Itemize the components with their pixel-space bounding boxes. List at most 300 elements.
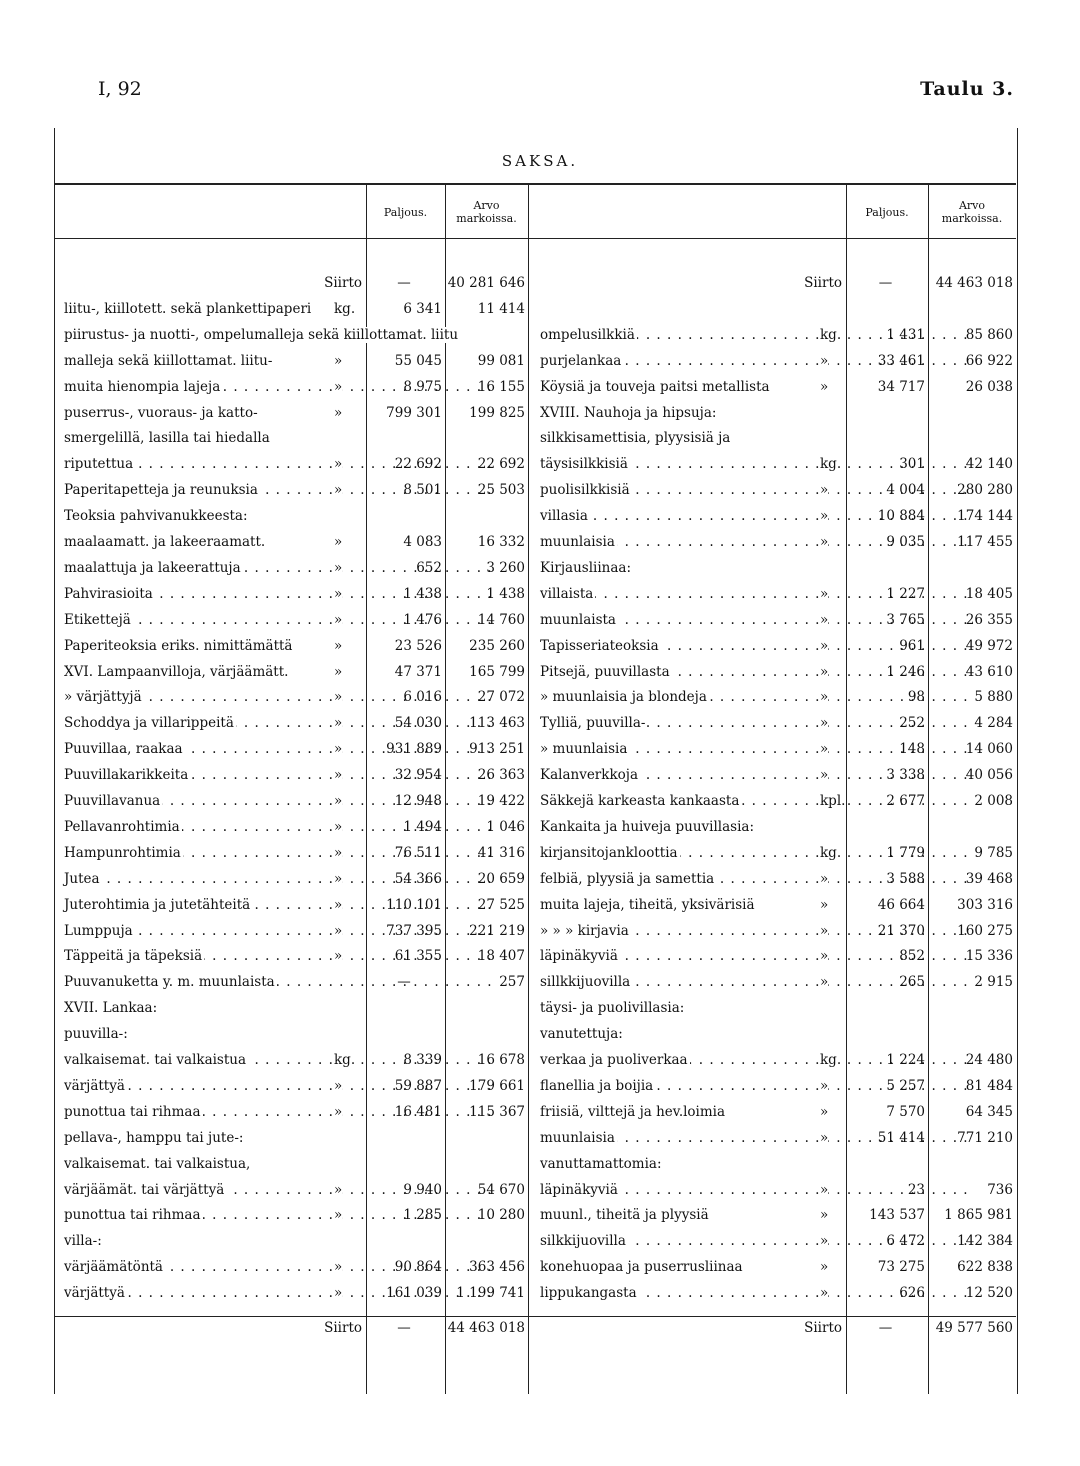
row-label bbox=[540, 451, 818, 477]
row-unit: » bbox=[820, 1073, 828, 1099]
row-label-text: Kirjausliinaa: bbox=[540, 559, 632, 576]
left-value-header bbox=[445, 199, 528, 225]
table-row bbox=[0, 607, 1024, 633]
row-unit: » bbox=[820, 943, 828, 969]
row-unit: » bbox=[334, 607, 342, 633]
row-label-text: Pitsejä, puuvillasta bbox=[540, 663, 670, 680]
row-label bbox=[540, 374, 818, 400]
row-unit: kg. bbox=[820, 451, 841, 477]
row-unit: » bbox=[820, 736, 828, 762]
row-label bbox=[540, 1151, 852, 1177]
row-label-text: lippukangasta bbox=[540, 1285, 637, 1302]
row-quantity: 143 537 bbox=[869, 1207, 925, 1224]
row-value: 113 463 bbox=[469, 715, 525, 732]
row-label-text: värjättyä bbox=[64, 1077, 125, 1094]
row-unit: » bbox=[820, 607, 828, 633]
value-header-line2: markoissa. bbox=[456, 212, 517, 225]
row-value: 221 219 bbox=[469, 922, 525, 939]
row-label-text: verkaa ja puoliverkaa bbox=[540, 1052, 688, 1068]
row-quantity: 961 bbox=[899, 637, 925, 654]
row-value: 303 316 bbox=[957, 896, 1013, 913]
row-unit: kg. bbox=[334, 1047, 355, 1073]
row-label bbox=[540, 633, 818, 659]
row-label bbox=[540, 1073, 818, 1099]
row-label-text: punottua tai rihmaa bbox=[64, 1103, 201, 1120]
row-value: 115 367 bbox=[469, 1103, 525, 1120]
row-label bbox=[540, 1099, 818, 1125]
row-unit: » bbox=[820, 1125, 828, 1151]
row-quantity: 61 355 bbox=[394, 948, 442, 965]
row-unit: » bbox=[820, 503, 828, 529]
row-quantity: 73 275 bbox=[877, 1259, 925, 1276]
row-label-text: Puuvillavanua bbox=[64, 793, 161, 809]
row-value: 1 046 bbox=[486, 818, 525, 835]
row-label bbox=[540, 1021, 852, 1047]
row-unit: kpl. bbox=[820, 788, 845, 814]
row-unit: » bbox=[334, 788, 342, 814]
row-value: 363 456 bbox=[469, 1259, 525, 1276]
table-row bbox=[0, 1228, 1024, 1254]
header-rule-bottom bbox=[54, 238, 1016, 239]
row-quantity: 54 030 bbox=[394, 715, 442, 732]
row-value: 3 260 bbox=[486, 559, 525, 576]
row-label bbox=[540, 1280, 818, 1306]
row-label-text: läpinäkyviä bbox=[540, 1181, 618, 1198]
row-label bbox=[540, 1228, 818, 1254]
row-value: 16 155 bbox=[477, 378, 525, 395]
row-quantity: — bbox=[397, 275, 411, 291]
row-quantity: 16 481 bbox=[394, 1103, 442, 1120]
row-unit: » bbox=[820, 477, 828, 503]
row-value: 622 838 bbox=[957, 1259, 1013, 1276]
row-label-text: valkaisemat. tai valkaistua bbox=[64, 1052, 247, 1068]
row-label-text: värjättyä bbox=[64, 1285, 125, 1302]
row-quantity: 737 395 bbox=[386, 922, 442, 939]
row-unit: » bbox=[334, 1280, 342, 1306]
row-quantity: 161 039 bbox=[386, 1285, 442, 1302]
row-unit: » bbox=[334, 840, 342, 866]
row-quantity: 32 954 bbox=[394, 767, 442, 784]
row-value: 736 bbox=[987, 1181, 1013, 1198]
row-value: 1 865 981 bbox=[944, 1207, 1013, 1224]
row-label bbox=[540, 322, 818, 348]
row-label bbox=[540, 710, 818, 736]
row-label-text: felbiä, plyysiä ja samettia bbox=[540, 870, 715, 887]
row-label-text: » muunlaisia bbox=[540, 741, 628, 758]
row-quantity: 34 717 bbox=[877, 378, 925, 395]
row-value: 99 081 bbox=[477, 352, 525, 369]
carry-row bbox=[0, 270, 1024, 296]
row-quantity: 3 765 bbox=[886, 611, 925, 628]
row-label-text: silkkisamettisia, plyysisiä ja bbox=[540, 430, 731, 447]
right-value-header bbox=[928, 199, 1016, 225]
row-label-text: » » » kirjavia bbox=[540, 922, 629, 939]
row-label-text: Juterohtimia ja jutetähteitä bbox=[64, 896, 251, 913]
row-quantity: 9 940 bbox=[403, 1181, 442, 1198]
row-value: 5 880 bbox=[974, 689, 1013, 706]
row-label-text: maalattuja ja lakeerattuja bbox=[64, 559, 241, 576]
row-label-text: flanellia ja boijia bbox=[540, 1077, 654, 1094]
row-label-text: liitu-, kiillotett. sekä plankettipaperi bbox=[64, 300, 312, 317]
row-unit: » bbox=[334, 348, 342, 374]
row-value: 54 670 bbox=[477, 1181, 525, 1198]
row-value: 26 355 bbox=[965, 611, 1013, 628]
row-unit: kg. bbox=[334, 296, 355, 322]
row-label-text: vanutettuja: bbox=[540, 1026, 623, 1043]
row-unit: » bbox=[820, 633, 828, 659]
row-label bbox=[540, 1254, 818, 1280]
row-value: 25 503 bbox=[477, 482, 525, 499]
row-quantity: — bbox=[878, 275, 893, 291]
row-quantity: 46 664 bbox=[877, 896, 925, 913]
row-unit: » bbox=[334, 918, 342, 944]
row-quantity: 10 884 bbox=[877, 508, 925, 525]
row-label bbox=[540, 840, 818, 866]
row-value: 85 860 bbox=[965, 326, 1013, 343]
row-label-text: muunl., tiheitä ja plyysiä bbox=[540, 1207, 709, 1224]
row-label-text: riputettua bbox=[64, 456, 134, 473]
row-label bbox=[540, 529, 818, 555]
row-unit: » bbox=[820, 710, 828, 736]
row-value: 81 484 bbox=[965, 1077, 1013, 1094]
row-unit: » bbox=[334, 762, 342, 788]
row-label-text: puuvilla-: bbox=[64, 1026, 128, 1043]
row-unit: » bbox=[334, 555, 342, 581]
row-label-text: smergelillä, lasilla tai hiedalla bbox=[64, 430, 270, 447]
row-value: 179 661 bbox=[469, 1077, 525, 1094]
row-label bbox=[540, 684, 818, 710]
row-label-text: Kankaita ja huiveja puuvillasia: bbox=[540, 818, 755, 835]
row-value: 66 922 bbox=[965, 352, 1013, 369]
row-label-text: XVIII. Nauhoja ja hipsuja: bbox=[540, 404, 717, 421]
row-quantity: 5 257 bbox=[886, 1077, 925, 1094]
row-unit: » bbox=[334, 1073, 342, 1099]
row-value: 20 659 bbox=[477, 870, 525, 887]
row-quantity: — bbox=[397, 1320, 411, 1337]
row-label bbox=[540, 503, 818, 529]
row-value: 44 463 018 bbox=[935, 275, 1013, 291]
row-value: 14 060 bbox=[965, 741, 1013, 758]
row-quantity: 33 461 bbox=[877, 352, 925, 369]
table-row bbox=[0, 866, 1024, 892]
row-value: 174 144 bbox=[957, 508, 1013, 525]
row-value: 10 280 bbox=[477, 1207, 525, 1224]
row-unit: » bbox=[334, 451, 342, 477]
row-label bbox=[540, 943, 818, 969]
row-quantity: 6 016 bbox=[403, 689, 442, 706]
row-quantity: 8 339 bbox=[403, 1052, 442, 1068]
right-qty-header: Paljous. bbox=[865, 206, 909, 219]
row-label-text: maalaamatt. ja lakeeraamatt. bbox=[64, 534, 266, 550]
row-quantity: 51 414 bbox=[877, 1129, 925, 1146]
carry-row bbox=[0, 1315, 1024, 1341]
row-unit: » bbox=[334, 710, 342, 736]
row-value: 4 284 bbox=[974, 715, 1013, 732]
row-unit: kg. bbox=[820, 322, 841, 348]
row-quantity: 8 501 bbox=[403, 482, 442, 499]
row-label-text: muita hienompia lajeja bbox=[64, 378, 221, 395]
row-label-text: Pellavanrohtimia bbox=[64, 818, 180, 835]
row-value: 117 455 bbox=[957, 534, 1013, 550]
row-unit: » bbox=[820, 1099, 828, 1125]
row-quantity: 9 035 bbox=[886, 534, 925, 550]
row-label-text: Paperitapetteja ja reunuksia bbox=[64, 482, 258, 499]
row-value: 235 260 bbox=[469, 637, 525, 654]
row-value: 22 692 bbox=[477, 456, 525, 473]
row-label-text: Schoddya ja villarippeitä bbox=[64, 715, 234, 732]
row-quantity: 7 570 bbox=[886, 1103, 925, 1120]
row-label-text: » värjättyjä bbox=[64, 689, 142, 706]
row-label-text: täysi- ja puolivillasia: bbox=[540, 1000, 685, 1017]
row-value: 2 008 bbox=[974, 793, 1013, 809]
row-label bbox=[540, 607, 818, 633]
row-quantity: 852 bbox=[899, 948, 925, 965]
carry-label: Siirto bbox=[324, 275, 362, 291]
row-value: 18 407 bbox=[477, 948, 525, 965]
row-value: 19 422 bbox=[477, 793, 525, 809]
row-value: 771 210 bbox=[957, 1129, 1013, 1146]
row-value: 2 915 bbox=[974, 974, 1013, 991]
row-label-text: valkaisemat. tai valkaistua, bbox=[64, 1155, 251, 1172]
row-label-text: muunlaisia bbox=[540, 1129, 615, 1146]
row-label-text: sillkkijuovilla bbox=[540, 974, 631, 991]
row-label bbox=[540, 1177, 818, 1203]
row-unit: » bbox=[334, 400, 342, 426]
row-value: 165 799 bbox=[469, 663, 525, 680]
row-quantity: 931 889 bbox=[386, 741, 442, 758]
row-value: 41 316 bbox=[477, 844, 525, 861]
row-unit: » bbox=[334, 866, 342, 892]
row-value: 27 525 bbox=[477, 896, 525, 913]
row-label-text: Paperiteoksia eriks. nimittämättä bbox=[64, 637, 293, 654]
row-label-text: Köysiä ja touveja paitsi metallista bbox=[540, 378, 770, 395]
row-label bbox=[540, 477, 818, 503]
left-qty-header: Paljous. bbox=[383, 206, 428, 219]
country-title: SAKSA. bbox=[501, 152, 579, 170]
row-unit: » bbox=[820, 374, 828, 400]
row-label-text: kirjansitojankloottia bbox=[540, 844, 678, 861]
row-quantity: 1 476 bbox=[403, 611, 442, 628]
row-label bbox=[540, 969, 818, 995]
row-quantity: 2 677 bbox=[886, 793, 925, 809]
row-label-text: Tapisseriateoksia bbox=[540, 637, 659, 654]
row-value: 64 345 bbox=[965, 1103, 1013, 1120]
row-label-text: Puuvillaa, raakaa bbox=[64, 741, 183, 758]
row-unit: » bbox=[820, 866, 828, 892]
row-label bbox=[540, 995, 852, 1021]
row-value: 15 336 bbox=[965, 948, 1013, 965]
row-value: 49 972 bbox=[965, 637, 1013, 654]
row-quantity: 55 045 bbox=[394, 352, 442, 369]
row-quantity: — bbox=[397, 974, 411, 991]
row-quantity: 110 101 bbox=[386, 896, 442, 913]
row-value: 27 072 bbox=[477, 689, 525, 706]
row-quantity: 90 864 bbox=[394, 1259, 442, 1276]
row-label bbox=[540, 348, 818, 374]
row-label bbox=[540, 1047, 818, 1073]
row-quantity: 1 431 bbox=[886, 326, 925, 343]
row-value: 11 414 bbox=[477, 300, 525, 317]
table-row bbox=[0, 918, 1024, 944]
row-value: 12 520 bbox=[965, 1285, 1013, 1302]
row-label bbox=[540, 918, 818, 944]
row-quantity: 1 224 bbox=[886, 1052, 925, 1068]
row-label-text: vanuttamattomia: bbox=[540, 1155, 662, 1172]
row-quantity: 54 366 bbox=[394, 870, 442, 887]
row-unit: » bbox=[334, 477, 342, 503]
row-quantity: 98 bbox=[907, 689, 925, 706]
row-label-text: Kalanverkkoja bbox=[540, 767, 638, 784]
row-unit: » bbox=[334, 684, 342, 710]
row-label-text: XVI. Lampaanvilloja, värjäämätt. bbox=[64, 663, 289, 680]
row-unit: » bbox=[334, 892, 342, 918]
row-value: 49 577 560 bbox=[935, 1320, 1013, 1337]
row-label bbox=[540, 1202, 818, 1228]
total-rule bbox=[54, 1316, 1016, 1317]
row-quantity: 6 341 bbox=[403, 300, 442, 317]
row-value: 43 610 bbox=[965, 663, 1013, 680]
row-unit: » bbox=[820, 892, 828, 918]
row-unit: » bbox=[820, 529, 828, 555]
row-label-text: konehuopaa ja puserrusliinaa bbox=[540, 1259, 743, 1276]
row-quantity: 1 246 bbox=[886, 663, 925, 680]
value-header-line2: markoissa. bbox=[941, 212, 1003, 225]
table-row bbox=[0, 1073, 1024, 1099]
row-quantity: 47 371 bbox=[394, 663, 442, 680]
row-unit: » bbox=[334, 1177, 342, 1203]
row-label-text: muunlaisia bbox=[540, 534, 615, 550]
value-header-line1: Arvo bbox=[473, 199, 500, 212]
row-quantity: 252 bbox=[899, 715, 925, 732]
row-unit: » bbox=[820, 762, 828, 788]
row-label-text: piirustus- ja nuotti-, ompelumalleja sekä kiillottamat. liitu bbox=[64, 326, 459, 343]
row-label-text: Teoksia pahvivanukkeesta: bbox=[64, 508, 248, 525]
row-quantity: — bbox=[878, 1320, 893, 1337]
row-label-text: Jutea bbox=[64, 870, 100, 887]
row-label-text: punottua tai rihmaa bbox=[64, 1207, 201, 1224]
row-label-text: Lumppuja bbox=[64, 922, 133, 939]
table-number: Taulu 3. bbox=[920, 78, 1014, 100]
row-unit: » bbox=[820, 1254, 828, 1280]
row-label-text: värjäämät. tai värjättyä bbox=[64, 1181, 225, 1198]
row-unit: » bbox=[334, 633, 342, 659]
row-quantity: 148 bbox=[899, 741, 925, 758]
row-unit: » bbox=[820, 918, 828, 944]
row-label-text: Etikettejä bbox=[64, 611, 131, 628]
row-label-text: Puuvillakarikkeita bbox=[64, 767, 189, 784]
row-label-text: purjelankaa bbox=[540, 352, 622, 369]
row-value: 39 468 bbox=[965, 870, 1013, 887]
row-label-text: Täppeitä ja täpeksiä bbox=[64, 948, 203, 965]
row-label-text: Hampunrohtimia bbox=[64, 844, 181, 861]
row-value: 40 281 646 bbox=[447, 275, 525, 291]
row-value: 160 275 bbox=[957, 922, 1013, 939]
row-label-text: pellava-, hamppu tai jute-: bbox=[64, 1129, 244, 1146]
row-value: 913 251 bbox=[469, 741, 525, 758]
row-label-text: läpinäkyviä bbox=[540, 948, 618, 965]
row-quantity: 8 975 bbox=[403, 378, 442, 395]
row-quantity: 3 588 bbox=[886, 870, 925, 887]
row-unit: » bbox=[334, 581, 342, 607]
row-quantity: 301 bbox=[899, 456, 925, 473]
row-quantity: 4 083 bbox=[403, 534, 442, 550]
value-header-line1: Arvo bbox=[958, 199, 986, 212]
row-label bbox=[540, 1125, 818, 1151]
carry-label: Siirto bbox=[804, 1320, 842, 1337]
row-unit: » bbox=[334, 1202, 342, 1228]
table-row bbox=[0, 684, 1024, 710]
row-unit: » bbox=[334, 814, 342, 840]
row-label-text: XVII. Lankaa: bbox=[64, 1000, 158, 1017]
row-unit: » bbox=[334, 659, 342, 685]
row-quantity: 22 692 bbox=[394, 456, 442, 473]
row-value: 26 038 bbox=[965, 378, 1013, 395]
row-value: 16 678 bbox=[477, 1052, 525, 1068]
row-quantity: 59 887 bbox=[394, 1077, 442, 1094]
row-unit: » bbox=[820, 1228, 828, 1254]
row-unit: » bbox=[334, 1099, 342, 1125]
row-value: 42 140 bbox=[965, 456, 1013, 473]
row-unit: » bbox=[334, 1254, 342, 1280]
row-quantity: 265 bbox=[899, 974, 925, 991]
row-label-text: villaista bbox=[540, 585, 594, 602]
row-label-text: ompelusilkkiä bbox=[540, 326, 635, 343]
row-quantity: 3 338 bbox=[886, 767, 925, 784]
carry-label: Siirto bbox=[804, 275, 842, 291]
row-value: 26 363 bbox=[477, 767, 525, 784]
row-label-text: silkkijuovilla bbox=[540, 1233, 626, 1250]
carry-label: Siirto bbox=[324, 1320, 362, 1337]
row-quantity: 23 526 bbox=[394, 637, 442, 654]
row-label bbox=[540, 892, 818, 918]
row-label-text: täysisilkkisiä bbox=[540, 456, 628, 473]
row-value: 257 bbox=[499, 974, 525, 991]
row-quantity: 4 004 bbox=[886, 482, 925, 499]
row-value: 16 332 bbox=[477, 534, 525, 550]
row-value: 24 480 bbox=[965, 1052, 1013, 1068]
row-label-text: villasia bbox=[540, 508, 588, 525]
row-value: 44 463 018 bbox=[447, 1320, 525, 1337]
row-quantity: 1 285 bbox=[403, 1207, 442, 1224]
row-unit: » bbox=[820, 1177, 828, 1203]
row-quantity: 23 bbox=[907, 1181, 925, 1198]
row-unit: » bbox=[334, 736, 342, 762]
row-value: 199 825 bbox=[469, 404, 525, 421]
row-label-text: värjäämätöntä bbox=[64, 1259, 163, 1276]
row-quantity: 1 779 bbox=[886, 844, 925, 861]
header-rule-top bbox=[54, 183, 1016, 185]
row-value: 40 056 bbox=[965, 767, 1013, 784]
row-unit: » bbox=[820, 684, 828, 710]
row-value: 14 760 bbox=[477, 611, 525, 628]
row-label-text: villa-: bbox=[64, 1233, 102, 1250]
row-unit: » bbox=[820, 1202, 828, 1228]
row-label-text: puserrus-, vuoraus- ja katto- bbox=[64, 404, 258, 421]
row-quantity: 1 227 bbox=[886, 585, 925, 602]
row-label-text: muita lajeja, tiheitä, yksivärisiä bbox=[540, 896, 755, 913]
row-quantity: 652 bbox=[416, 559, 442, 576]
row-quantity: 21 370 bbox=[877, 922, 925, 939]
row-quantity: 76 511 bbox=[394, 844, 442, 861]
row-unit: » bbox=[820, 348, 828, 374]
row-value: 18 405 bbox=[965, 585, 1013, 602]
row-label-text: malleja sekä kiillottamat. liitu- bbox=[64, 352, 273, 369]
row-label bbox=[540, 736, 818, 762]
row-label bbox=[540, 762, 818, 788]
table-row bbox=[0, 1021, 1024, 1047]
row-unit: » bbox=[820, 1280, 828, 1306]
row-unit: » bbox=[334, 529, 342, 555]
